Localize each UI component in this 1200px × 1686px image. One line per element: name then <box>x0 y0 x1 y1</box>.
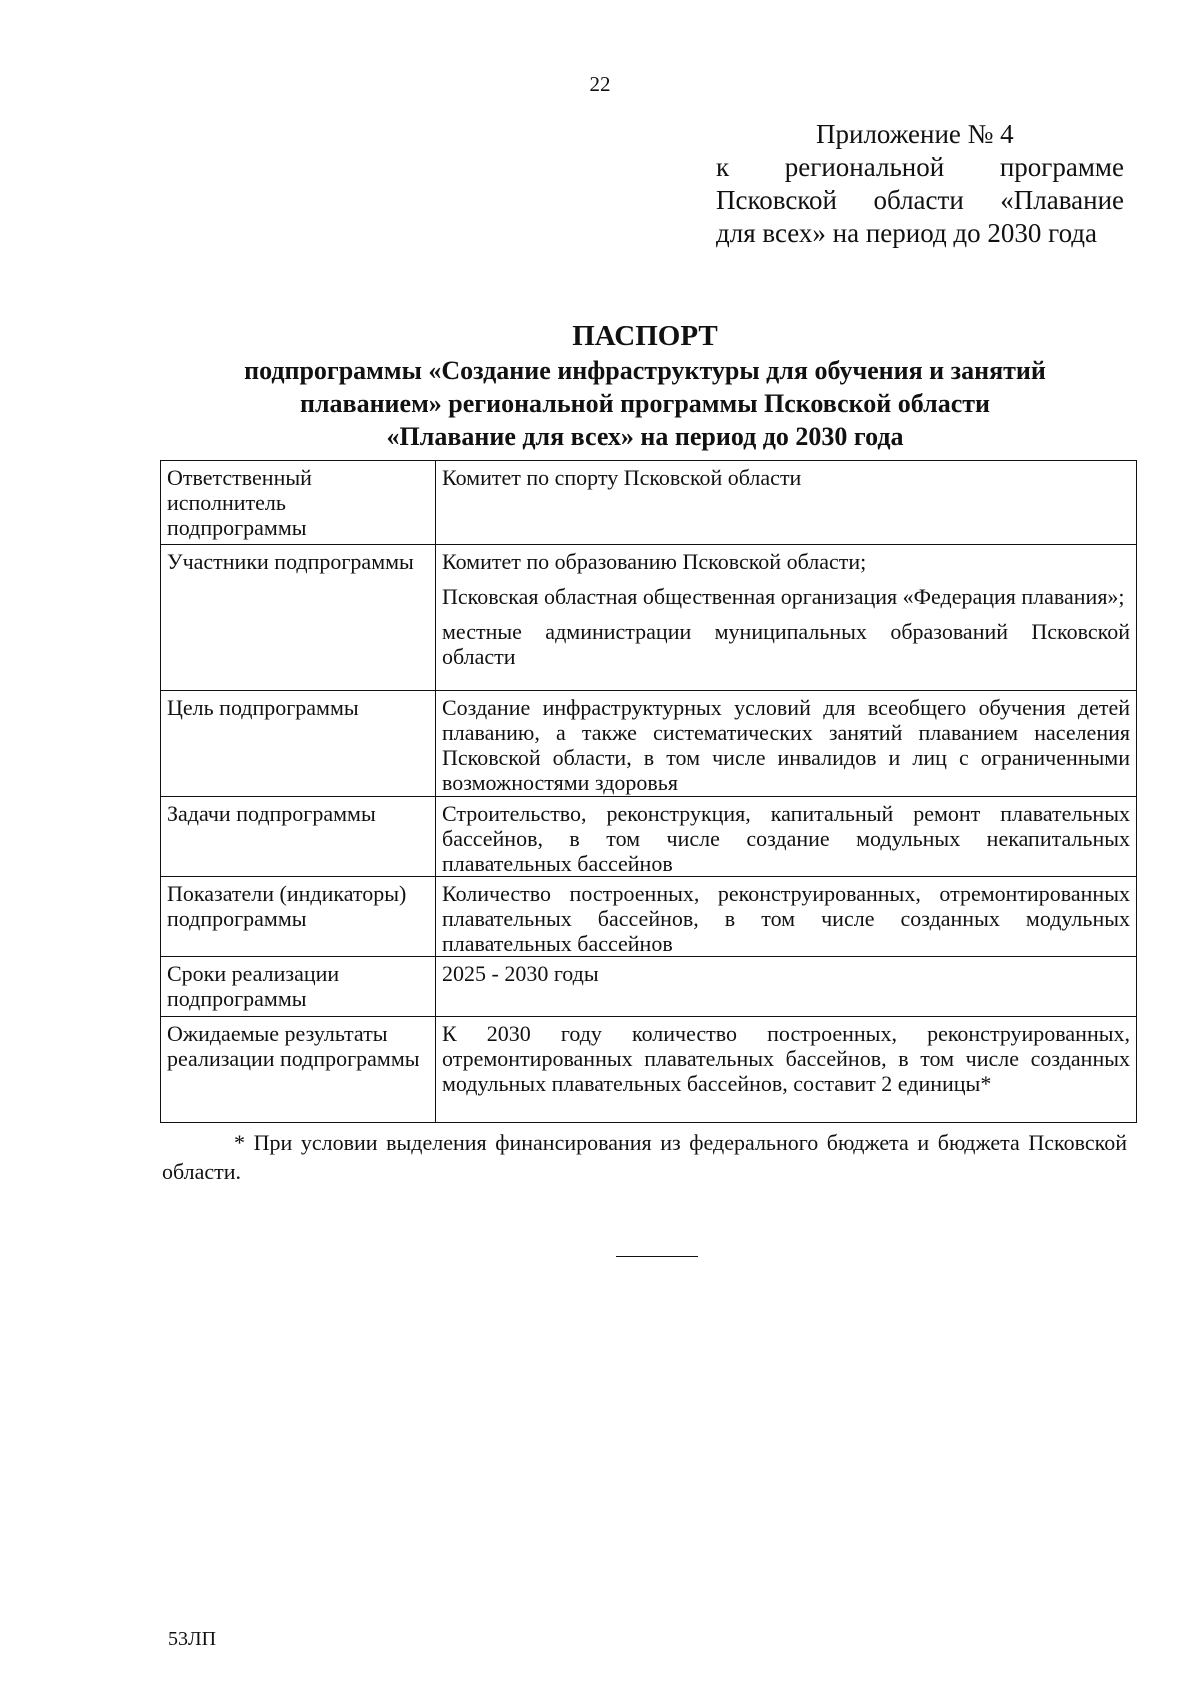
row-value-text: Строительство, реконструкция, капитальный ремонт плавательных бассейнов, в том числе создание модульных некапитальных плавательных бассейнов <box>442 801 1130 876</box>
row-value-text: 2025 - 2030 годы <box>442 961 599 986</box>
page-number: 22 <box>589 72 611 96</box>
row-value <box>436 545 1137 691</box>
annex-title: Приложение № 4 <box>816 119 1014 149</box>
row-label: Показатели (индикаторы) подпрограммы <box>161 877 436 957</box>
row-value-text: Количество построенных, реконструированных, отремонтированных плавательных бассейнов, в том числе созданных модульных плавательных бассейнов <box>442 881 1130 956</box>
row-value-text: К 2030 году количество построенных, реконструированных, отремонтированных плавательных бассейнов, в том числе созданных модульных плавательных бассейнов, составит 2 единицы* <box>442 1021 1130 1096</box>
table-row <box>161 1017 1137 1123</box>
row-label: Задачи подпрограммы <box>161 797 436 877</box>
row-value <box>436 797 1137 877</box>
table-row <box>161 957 1137 1017</box>
table-row <box>161 797 1137 877</box>
row-value <box>436 461 1137 545</box>
table-row <box>161 877 1137 957</box>
annex-line-3: для всех» на период до 2030 года <box>716 218 1098 248</box>
footnote: * При условии выделения финансирования из федерального бюджета и бюджета Псковской области. <box>162 1130 1127 1184</box>
row-value <box>436 1017 1137 1123</box>
row-value <box>436 877 1137 957</box>
row-label: Ответственный исполнитель подпрограммы <box>161 461 436 545</box>
row-value-text: местные администрации муниципальных образований Псковской области <box>442 619 1130 669</box>
row-value <box>436 691 1137 797</box>
subtitle-line-1: подпрограммы «Создание инфраструктуры для обучения и занятий <box>244 356 1046 385</box>
document-code: 53ЛП <box>168 1628 217 1650</box>
table-row <box>161 691 1137 797</box>
row-value-text: Комитет по спорту Псковской области <box>442 465 802 490</box>
row-value-text: Комитет по образованию Псковской области; <box>442 549 867 574</box>
table-row <box>161 545 1137 691</box>
row-value-text: Псковская областная общественная организация «Федерация плавания»; <box>442 584 1125 609</box>
row-value-text: Создание инфраструктурных условий для всеобщего обучения детей плаванию, а также систематических занятий плаванием населения Псковской области, в том числе инвалидов и лиц с ограниченными возможностями здоровья <box>442 695 1130 795</box>
passport-table <box>160 460 1137 1123</box>
annex-line-2: Псковской области «Плавание <box>716 185 1124 215</box>
row-label: Ожидаемые результаты реализации подпрограммы <box>161 1017 436 1123</box>
table-row <box>161 461 1137 545</box>
document-title: ПАСПОРТ <box>572 320 718 352</box>
title-block <box>150 318 1140 453</box>
annex-block <box>716 118 1124 250</box>
subtitle-line-2: плаванием» региональной программы Псковской области <box>299 389 991 418</box>
row-value <box>436 957 1137 1017</box>
row-label: Участники подпрограммы <box>161 545 436 691</box>
row-label: Сроки реализации подпрограммы <box>161 957 436 1017</box>
closing-rule <box>616 1256 698 1257</box>
annex-line-1: к региональной программе <box>716 152 1124 182</box>
subtitle-line-3: «Плавание для всех» на период до 2030 года <box>386 422 904 451</box>
row-label: Цель подпрограммы <box>161 691 436 797</box>
